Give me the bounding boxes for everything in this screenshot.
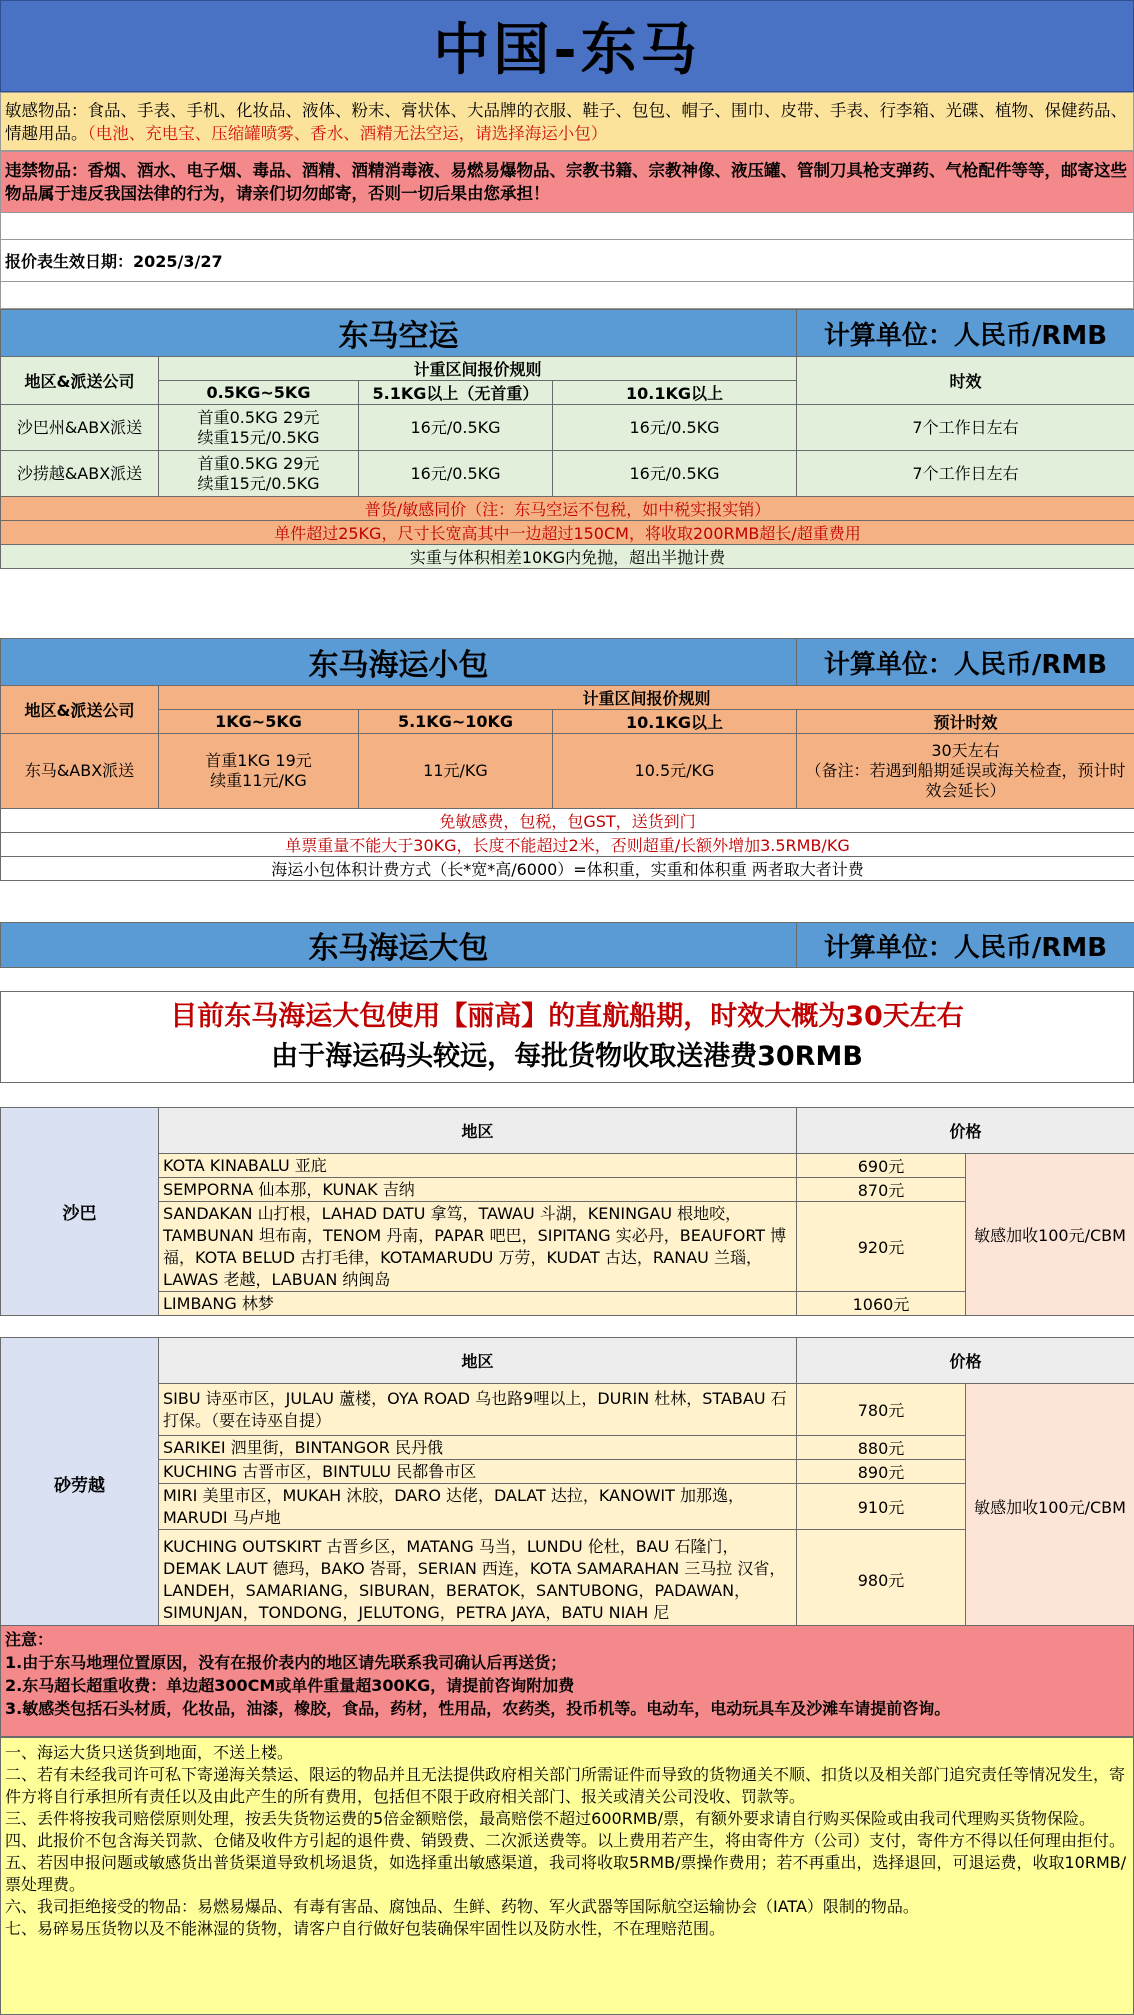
- sensitive-items-text: 敏感物品：食品、手表、手机、化妆品、液体、粉末、膏状体、大品牌的衣服、鞋子、包包、帽子、围巾、皮带、手表、行李箱、光碟、植物、保健药品、情趣用品。: [5, 101, 1127, 143]
- terms-box: [0, 1737, 1134, 2015]
- sabah-area: KOTA KINABALU 亚庇: [159, 1154, 797, 1178]
- sarawak-section: [0, 1337, 1134, 1630]
- sabah-table: [0, 1107, 1134, 1316]
- sabah-area: SANDAKAN 山打根，LAHAD DATU 拿笃，TAWAU 斗湖，KENINGAU 根地咬，TAMBUNAN 坦布南，TENOM 丹南，PAPAR 吧巴，SIPITANG 实必丹，BEAUFORT 博福，KOTA BELUD 古打毛律，KOTAMARUDU 万劳，KUDAT 古达，RANAU 兰瑙，LAWAS 老越，LABUAN 纳闽岛: [159, 1202, 797, 1292]
- sea-small-col-weight-2: 5.1KG~10KG: [359, 710, 553, 734]
- sarawak-price: 980元: [797, 1530, 966, 1630]
- air-first-weight: 首重0.5KG 29元: [197, 453, 320, 473]
- effective-date-row: [0, 240, 1134, 282]
- air-note-oversize: 单件超过25KG，尺寸长宽高其中一边超过150CM，将收取200RMB超长/超重费用: [1, 521, 1134, 545]
- air-note-tax: 普货/敏感同价（注：东马空运不包税，如中税实报实销）: [1, 497, 1134, 521]
- sea-small-additional-weight: 续重11元/KG: [210, 771, 307, 790]
- air-region: 沙捞越&ABX派送: [1, 451, 159, 497]
- sabah-price: 690元: [797, 1154, 966, 1178]
- sarawak-area: MIRI 美里市区，MUKAH 沐胶，DARO 达佬，DALAT 达拉，KANOWIT 加那逸，MARUDI 马卢地: [159, 1484, 797, 1530]
- sea-big-section: [0, 922, 1134, 968]
- sea-big-title: 东马海运大包: [1, 923, 797, 968]
- sea-small-price-tier-2: 11元/KG: [359, 734, 553, 809]
- terms-item: 七、易碎易压货物以及不能淋湿的货物，请客户自行做好包装确保牢固性以及防水性，不在理赔范围。: [5, 1919, 726, 1938]
- terms-item: 二、若有未经我司许可私下寄递海关禁运、限运的物品并且无法提供政府相关部门所需证件而导致的货物通关不顺、扣货以及相关部门追究责任等情况发生，寄件方将自行承担所有责任以及由此产生的所有费用，包括但不限于政府相关部门、报关或清关公司没收、罚款等。: [5, 1765, 1126, 1806]
- sabah-col-price: 价格: [797, 1108, 1134, 1154]
- air-price-tier-3: 16元/0.5KG: [553, 405, 797, 451]
- air-freight-section: [0, 309, 1134, 569]
- sarawak-price: 780元: [797, 1384, 966, 1436]
- attention-line-3: 3.敏感类包括石头材质，化妆品，油漆，橡胶，食品，药材，性用品，农药类，投币机等。电动车，电动玩具车及沙滩车请提前咨询。: [5, 1699, 951, 1718]
- sabah-price: 1060元: [797, 1292, 966, 1316]
- air-additional-weight: 续重15元/0.5KG: [197, 427, 320, 447]
- air-col-weight-3: 10.1KG以上: [553, 381, 797, 405]
- sea-small-note-tax: 免敏感费，包税，包GST，送货到门: [1, 809, 1134, 833]
- sabah-region-label: 沙巴: [1, 1108, 159, 1316]
- air-transit-time: 7个工作日左右: [797, 405, 1134, 451]
- air-price-tier-2: 16元/0.5KG: [359, 405, 553, 451]
- spacer-row: [0, 282, 1134, 309]
- sea-small-first-weight: 首重1KG 19元: [205, 751, 312, 770]
- air-freight-table: [0, 309, 1134, 569]
- sea-small-note-weight-limit: 单票重量不能大于30KG，长度不能超过2米，否则超重/长额外增加3.5RMB/KG: [1, 833, 1134, 857]
- sabah-col-area: 地区: [159, 1108, 797, 1154]
- prohibited-items-text: 违禁物品：香烟、酒水、电子烟、毒品、酒精、酒精消毒液、易燃易爆物品、宗教书籍、宗教神像、液压罐、管制刀具枪支弹药、气枪配件等等，邮寄这些物品属于违反我国法律的行为，请亲们切勿邮寄，否则一切后果由您承担！: [5, 161, 1127, 203]
- table-row: [1, 451, 1134, 497]
- air-col-region: 地区&派送公司: [1, 357, 159, 405]
- attention-title: 注意：: [5, 1630, 54, 1649]
- sarawak-area: SIBU 诗巫市区，JULAU 蘆楼，OYA ROAD 乌也路9哩以上，DURIN 杜林，STABAU 石打保。（要在诗巫自提）: [159, 1384, 797, 1436]
- sea-small-note-volumetric: 海运小包体积计费方式（长*宽*高/6000）=体积重，实重和体积重 两者取大者计费: [1, 857, 1134, 881]
- sea-small-col-weight-3: 10.1KG以上: [553, 710, 797, 734]
- sea-small-price-tier-3: 10.5元/KG: [553, 734, 797, 809]
- terms-item: 五、若因申报问题或敏感货出普货渠道导致机场退货，如选择重出敏感渠道，我司将收取5RMB/票操作费用；若不再重出，选择退回，可退运费，收取10RMB/票处理费。: [5, 1853, 1127, 1894]
- air-freight-title: 东马空运: [1, 310, 797, 357]
- sabah-area: SEMPORNA 仙本那，KUNAK 吉纳: [159, 1178, 797, 1202]
- effective-date: 报价表生效日期：2025/3/27: [5, 252, 223, 271]
- table-row: [1, 1460, 1134, 1484]
- air-price-tier-2: 16元/0.5KG: [359, 451, 553, 497]
- table-row: [1, 1484, 1134, 1530]
- sarawak-sensitive-surcharge: 敏感加收100元/CBM: [966, 1384, 1134, 1630]
- air-region: 沙巴州&ABX派送: [1, 405, 159, 451]
- sea-small-col-rules: 计重区间报价规则: [159, 686, 1134, 710]
- table-row: [1, 1202, 1134, 1292]
- terms-item: 三、丢件将按我司赔偿原则处理，按丢失货物运费的5倍金额赔偿，最高赔偿不超过600RMB/票，有额外要求请自行购买保险或由我司代理购买货物保险。: [5, 1809, 1096, 1828]
- table-row: [1, 1384, 1134, 1436]
- sea-small-col-weight-1: 1KG~5KG: [159, 710, 359, 734]
- sarawak-region-label: 砂劳越: [1, 1338, 159, 1630]
- air-col-rules: 计重区间报价规则: [159, 357, 797, 381]
- table-row: [1, 405, 1134, 451]
- sarawak-area: SARIKEI 泗里街，BINTANGOR 民丹俄: [159, 1436, 797, 1460]
- air-col-weight-1: 0.5KG~5KG: [159, 381, 359, 405]
- air-transit-time: 7个工作日左右: [797, 451, 1134, 497]
- page-title: 中国-东马: [433, 18, 701, 83]
- sarawak-area: KUCHING 古晋市区，BINTULU 民都鲁市区: [159, 1460, 797, 1484]
- table-row: [1, 734, 1134, 809]
- sea-big-notice-port-fee: 由于海运码头较远，每批货物收取送港费30RMB: [271, 1041, 863, 1072]
- sensitive-items-box: [0, 92, 1134, 151]
- sabah-price: 870元: [797, 1178, 966, 1202]
- sea-small-price-tier-1: [159, 734, 359, 809]
- sea-small-transit-time: [797, 734, 1134, 809]
- sea-small-section: [0, 638, 1134, 881]
- sabah-sensitive-surcharge: 敏感加收100元/CBM: [966, 1154, 1134, 1316]
- sarawak-price: 880元: [797, 1436, 966, 1460]
- air-note-volumetric: 实重与体积相差10KG内免抛，超出半抛计费: [1, 545, 1134, 569]
- sabah-area: LIMBANG 林梦: [159, 1292, 797, 1316]
- sea-big-notice: [0, 991, 1134, 1083]
- terms-item: 四、此报价不包含海关罚款、仓储及收件方引起的退件费、销毁费、二次派送费等。以上费用若产生，将由寄件方（公司）支付，寄件方不得以任何理由拒付。: [5, 1831, 1126, 1850]
- sea-big-header-table: [0, 922, 1134, 968]
- sea-small-time-remark: （备注：若遇到船期延误或海关检查，预计时效会延长）: [805, 761, 1126, 800]
- air-first-weight: 首重0.5KG 29元: [197, 407, 320, 427]
- air-price-tier-1: [159, 405, 359, 451]
- attention-line-1: 1.由于东马地理位置原因，没有在报价表内的地区请先联系我司确认后再送货；: [5, 1653, 567, 1672]
- sea-big-unit-label: 计算单位：人民币/RMB: [797, 923, 1134, 968]
- sarawak-price: 910元: [797, 1484, 966, 1530]
- sabah-section: [0, 1107, 1134, 1316]
- sea-small-col-time: 预计时效: [797, 710, 1134, 734]
- air-additional-weight: 续重15元/0.5KG: [197, 473, 320, 493]
- sea-small-unit-label: 计算单位：人民币/RMB: [797, 639, 1134, 686]
- sea-small-title: 东马海运小包: [1, 639, 797, 686]
- air-col-time: 时效: [797, 357, 1134, 405]
- sea-small-region: 东马&ABX派送: [1, 734, 159, 809]
- air-price-tier-1: [159, 451, 359, 497]
- attention-line-2: 2.东马超长超重收费：单边超300CM或单件重量超300KG，请提前咨询附加费: [5, 1676, 575, 1695]
- attention-box: [0, 1625, 1134, 1737]
- sarawak-area: KUCHING OUTSKIRT 古晋乡区，MATANG 马当，LUNDU 伦杜，BAU 石隆门，DEMAK LAUT 德玛，BAKO 峇哥，SERIAN 西连，KOTA SAMARAHAN 三马拉 汉省，LANDEH，SAMARIANG，SIBURAN，BERATOK，SANTUBONG，PADAWAN，SIMUNJAN，TONDONG，JELUTONG，PETRA JAYA，BATU NIAH 尼: [159, 1530, 797, 1630]
- table-row: [1, 1178, 1134, 1202]
- sarawak-col-area: 地区: [159, 1338, 797, 1384]
- air-col-weight-2: 5.1KG以上（无首重）: [359, 381, 553, 405]
- sarawak-table: [0, 1337, 1134, 1630]
- terms-item: 一、海运大货只送货到地面，不送上楼。: [5, 1743, 294, 1762]
- table-row: [1, 1530, 1134, 1630]
- sea-small-time-main: 30天左右: [931, 741, 1000, 760]
- sensitive-items-warning: （电池、充电宝、压缩罐喷雾、香水、酒精无法空运，请选择海运小包）: [87, 124, 608, 143]
- air-unit-label: 计算单位：人民币/RMB: [797, 310, 1134, 357]
- sarawak-price: 890元: [797, 1460, 966, 1484]
- sarawak-col-price: 价格: [797, 1338, 1134, 1384]
- sabah-price: 920元: [797, 1202, 966, 1292]
- air-price-tier-3: 16元/0.5KG: [553, 451, 797, 497]
- sea-small-table: [0, 638, 1134, 881]
- prohibited-items-box: [0, 151, 1134, 213]
- sea-big-notice-schedule: 目前东马海运大包使用【丽高】的直航船期，时效大概为30天左右: [170, 1001, 964, 1032]
- table-row: [1, 1292, 1134, 1316]
- table-row: [1, 1154, 1134, 1178]
- page-title-bar: [0, 0, 1134, 92]
- terms-item: 六、我司拒绝接受的物品：易燃易爆品、有毒有害品、腐蚀品、生鲜、药物、军火武器等国际航空运输协会（IATA）限制的物品。: [5, 1897, 919, 1916]
- spacer-row: [0, 213, 1134, 240]
- sea-small-col-region: 地区&派送公司: [1, 686, 159, 734]
- table-row: [1, 1436, 1134, 1460]
